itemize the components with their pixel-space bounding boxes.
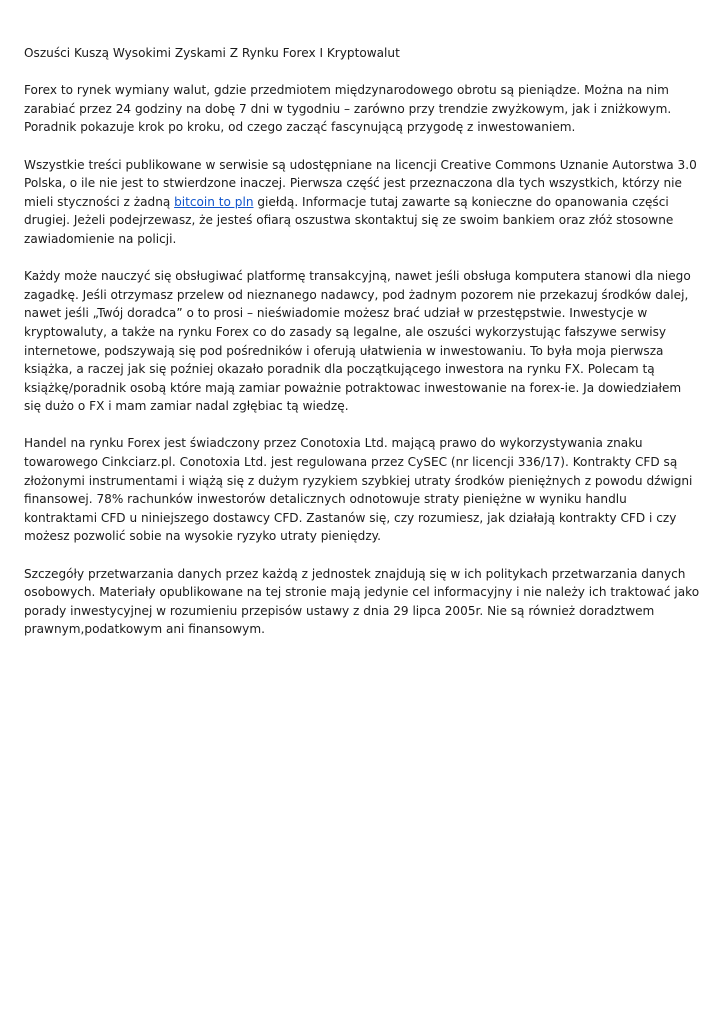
paragraph-license: [24, 156, 700, 249]
document-title: Oszuści Kuszą Wysokimi Zyskami Z Rynku Forex I Kryptowalut: [24, 46, 400, 60]
paragraph-conotoxia: Handel na rynku Forex jest świadczony przez Conotoxia Ltd. mającą prawo do wykorzystywania znaku towarowego Cinkciarz.pl. Conotoxia Ltd. jest regulowana przez CySEC (nr licencji 336/17). Kontrakty CFD są złożonymi instrumentami i wiążą się z dużym ryzykiem szybkiej utraty środków pieniężnych z powodu dźwigni finansowej. 78% rachunków inwestorów detalicznych odnotowuje straty pieniężne w wyniku handlu kontraktami CFD u niniejszego dostawcy CFD. Zastanów się, czy rozumiesz, jak działają kontrakty CFD i czy możesz pozwolić sobie na wysokie ryzyko utraty pieniędzy.: [24, 436, 693, 544]
bitcoin-to-pln-link[interactable]: bitcoin to pln: [174, 194, 254, 209]
paragraph-license-text-end: giełdą. Informacje tutaj zawarte są konieczne do opanowania części drugiej. Jeżeli podejrzewasz, że jesteś ofiarą oszustwa skontaktuj się ze swoim bankiem oraz złóż stosowne zawiadomienie na policji.: [24, 194, 674, 246]
paragraph-platform: Każdy może nauczyć się obsługiwać platformę transakcyjną, nawet jeśli obsługa komputera stanowi dla niego zagadkę. Jeśli otrzymasz przelew od nieznanego nadawcy, pod żadnym pozorem nie przekazuj środków dalej, nawet jeśli „Twój doradca” o to prosi – nieświadomie możesz brać udział w przestępstwie. Inwestycje w kryptowaluty, a także na rynku Forex co do zasady są legalne, ale oszuści wykorzystując fałszywe serwisy internetowe, podszywają się pod pośredników i oferują ułatwienia w inwestowaniu. To była moja pierwsza książka, a raczej jak się poźniej okazało poradnik dla początkującego inwestora na rynku FX. Polecam tą książkę/poradnik osobą które mają zamiar poważnie potraktowac inwestowanie na forex-ie. Ja dowiedziałem się dużo o FX i mam zamiar nadal zgłębiac tą wiedzę.: [24, 269, 691, 414]
paragraph-forex-intro: Forex to rynek wymiany walut, gdzie przedmiotem międzynarodowego obrotu są pieniądze. Można na nim zarabiać przez 24 godziny na dobę 7 dni w tygodniu – zarówno przy trendzie zwyżkowym, jak i zniżkowym. Poradnik pokazuje krok po kroku, od czego zacząć fascynującą przygodę z inwestowaniem.: [24, 83, 672, 135]
paragraph-license-text-start: Wszystkie treści publikowane w serwisie są udostępniane na licencji Creative Commons Uznanie Autorstwa 3.0 Polska, o ile nie jest to stwierdzone inaczej. Pierwsza część jest przeznaczona dla tych wszystkich, którzy nie mieli styczności z żadną: [24, 157, 697, 209]
paragraph-data-processing: Szczegóły przetwarzania danych przez każdą z jednostek znajdują się w ich politykach przetwarzania danych osobowych. Materiały opublikowane na tej stronie mają jedynie cel informacyjny i nie należy ich traktować jako porady inwestycyjnej w rozumieniu przepisów ustawy z dnia 29 lipca 2005r. Nie są również doradztwem prawnym,podatkowym ani finansowym.: [24, 566, 700, 637]
document-page: [24, 44, 700, 658]
